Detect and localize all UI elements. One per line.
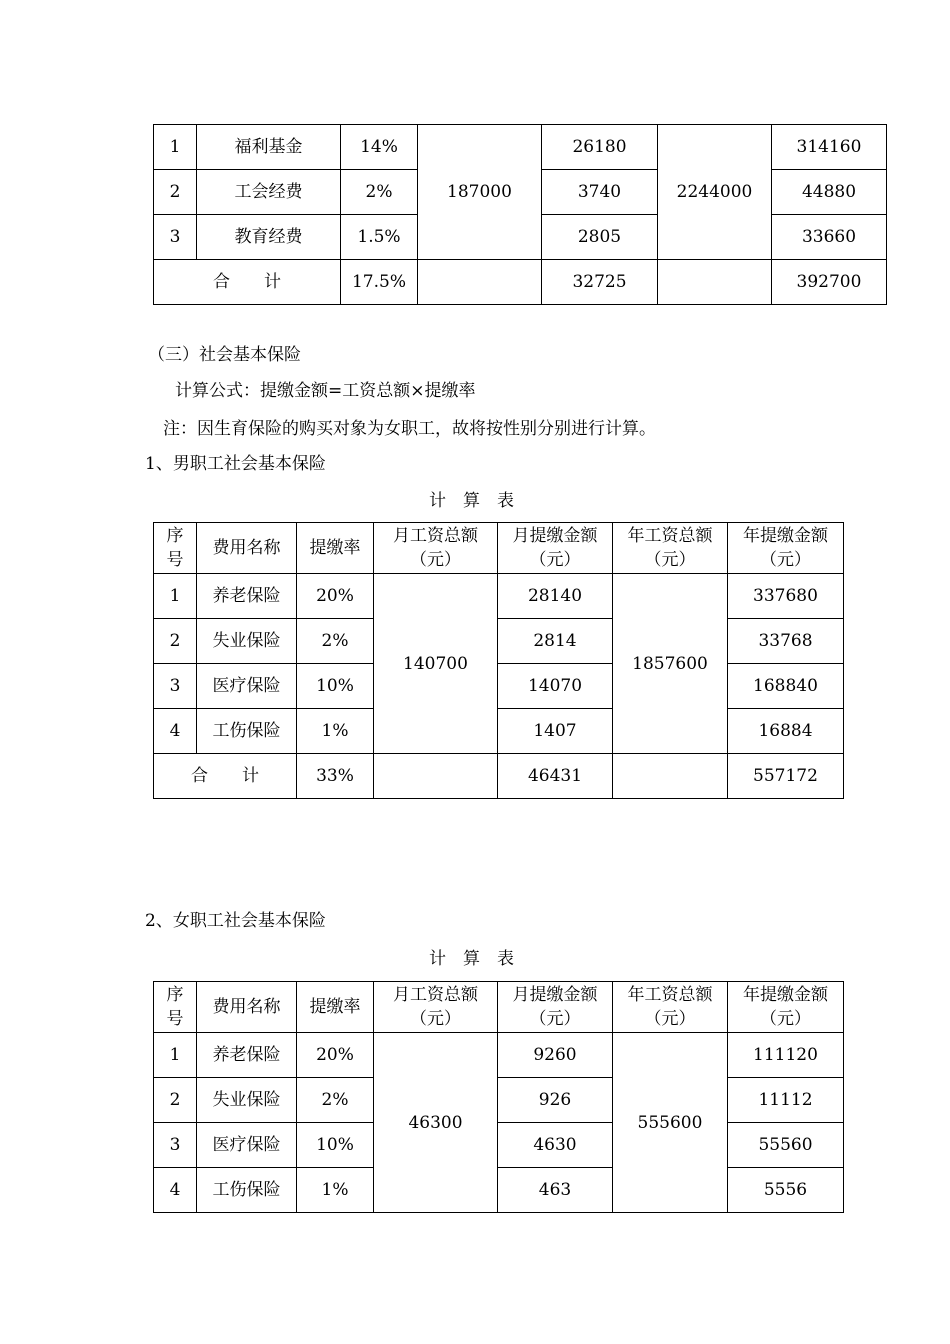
annual-amount: 337680 [728,574,844,619]
male-section-heading: 1、男职工社会基本保险 [145,454,326,474]
row-number: 1 [154,574,197,619]
table-row [154,619,844,664]
table-row [154,1078,844,1123]
table-row [154,1123,844,1168]
annual-amount: 5556 [728,1168,844,1213]
rate: 10% [297,664,374,709]
rate: 1% [297,1168,374,1213]
annual-amount: 111120 [728,1033,844,1078]
header-monthly-amount: 月提缴金额（元） [498,982,613,1033]
fee-name: 教育经费 [197,215,341,260]
annual-amount: 16884 [728,709,844,754]
header-monthly-wage: 月工资总额（元） [374,523,498,574]
rate: 2% [297,619,374,664]
row-number: 2 [154,619,197,664]
header-monthly-wage: 月工资总额（元） [374,982,498,1033]
header-monthly-amount: 月提缴金额（元） [498,523,613,574]
total-annual: 557172 [728,754,844,799]
fee-name: 医疗保险 [197,664,297,709]
row-number: 4 [154,709,197,754]
total-rate: 17.5% [341,260,418,305]
annual-amount: 55560 [728,1123,844,1168]
monthly-wage-total: 140700 [374,574,498,754]
header-annual-wage: 年工资总额（元） [613,523,728,574]
annual-wage-total: 555600 [613,1033,728,1213]
annual-amount: 314160 [772,125,887,170]
table-row [154,1033,844,1078]
empty-cell [658,260,772,305]
note-text: 注：因生育保险的购买对象为女职工，故将按性别分别进行计算。 [163,419,656,439]
header-annual-amount: 年提缴金额（元） [728,982,844,1033]
formula-text: 计算公式：提缴金额=工资总额×提缴率 [175,381,476,401]
section-heading: （三）社会基本保险 [148,345,301,365]
female-insurance-table [153,981,844,1213]
total-label: 合 计 [154,260,341,305]
header-fee-name: 费用名称 [197,523,297,574]
row-number: 3 [154,1123,197,1168]
row-number: 1 [154,1033,197,1078]
female-table-caption: 计 算 表 [429,949,514,969]
total-rate: 33% [297,754,374,799]
total-row [154,754,844,799]
header-row [154,982,844,1033]
header-annual-amount: 年提缴金额（元） [728,523,844,574]
annual-amount: 33660 [772,215,887,260]
fee-name: 福利基金 [197,125,341,170]
annual-wage-total: 2244000 [658,125,772,260]
welfare-fund-table [153,124,887,305]
monthly-amount: 1407 [498,709,613,754]
table-row [154,709,844,754]
rate: 2% [297,1078,374,1123]
table-row [154,574,844,619]
row-number: 3 [154,215,197,260]
monthly-amount: 2814 [498,619,613,664]
monthly-amount: 28140 [498,574,613,619]
monthly-amount: 14070 [498,664,613,709]
empty-cell [374,754,498,799]
table-row [154,125,887,170]
total-annual: 392700 [772,260,887,305]
header-row [154,523,844,574]
monthly-wage-total: 187000 [418,125,542,260]
rate: 1.5% [341,215,418,260]
annual-amount: 168840 [728,664,844,709]
row-number: 4 [154,1168,197,1213]
fee-name: 工伤保险 [197,1168,297,1213]
rate: 10% [297,1123,374,1168]
fee-name: 养老保险 [197,1033,297,1078]
monthly-amount: 9260 [498,1033,613,1078]
monthly-amount: 463 [498,1168,613,1213]
rate: 1% [297,709,374,754]
table-row [154,1168,844,1213]
header-rate: 提缴率 [297,523,374,574]
total-label: 合 计 [154,754,297,799]
monthly-amount: 26180 [542,125,658,170]
fee-name: 养老保险 [197,574,297,619]
total-row [154,260,887,305]
header-annual-wage: 年工资总额（元） [613,982,728,1033]
annual-amount: 11112 [728,1078,844,1123]
annual-amount: 33768 [728,619,844,664]
monthly-amount: 4630 [498,1123,613,1168]
fee-name: 工伤保险 [197,709,297,754]
fee-name: 工会经费 [197,170,341,215]
fee-name: 失业保险 [197,1078,297,1123]
annual-amount: 44880 [772,170,887,215]
rate: 14% [341,125,418,170]
monthly-amount: 926 [498,1078,613,1123]
total-monthly: 32725 [542,260,658,305]
fee-name: 医疗保险 [197,1123,297,1168]
monthly-wage-total: 46300 [374,1033,498,1213]
row-number: 2 [154,1078,197,1123]
empty-cell [613,754,728,799]
rate: 2% [341,170,418,215]
fee-name: 失业保险 [197,619,297,664]
table-row [154,664,844,709]
row-number: 2 [154,170,197,215]
row-number: 3 [154,664,197,709]
header-no: 序号 [154,982,197,1033]
annual-wage-total: 1857600 [613,574,728,754]
header-rate: 提缴率 [297,982,374,1033]
header-no: 序号 [154,523,197,574]
rate: 20% [297,1033,374,1078]
male-insurance-table [153,522,844,799]
rate: 20% [297,574,374,619]
empty-cell [418,260,542,305]
male-table-caption: 计 算 表 [429,491,514,511]
monthly-amount: 2805 [542,215,658,260]
header-fee-name: 费用名称 [197,982,297,1033]
row-number: 1 [154,125,197,170]
total-monthly: 46431 [498,754,613,799]
female-section-heading: 2、女职工社会基本保险 [145,911,326,931]
monthly-amount: 3740 [542,170,658,215]
